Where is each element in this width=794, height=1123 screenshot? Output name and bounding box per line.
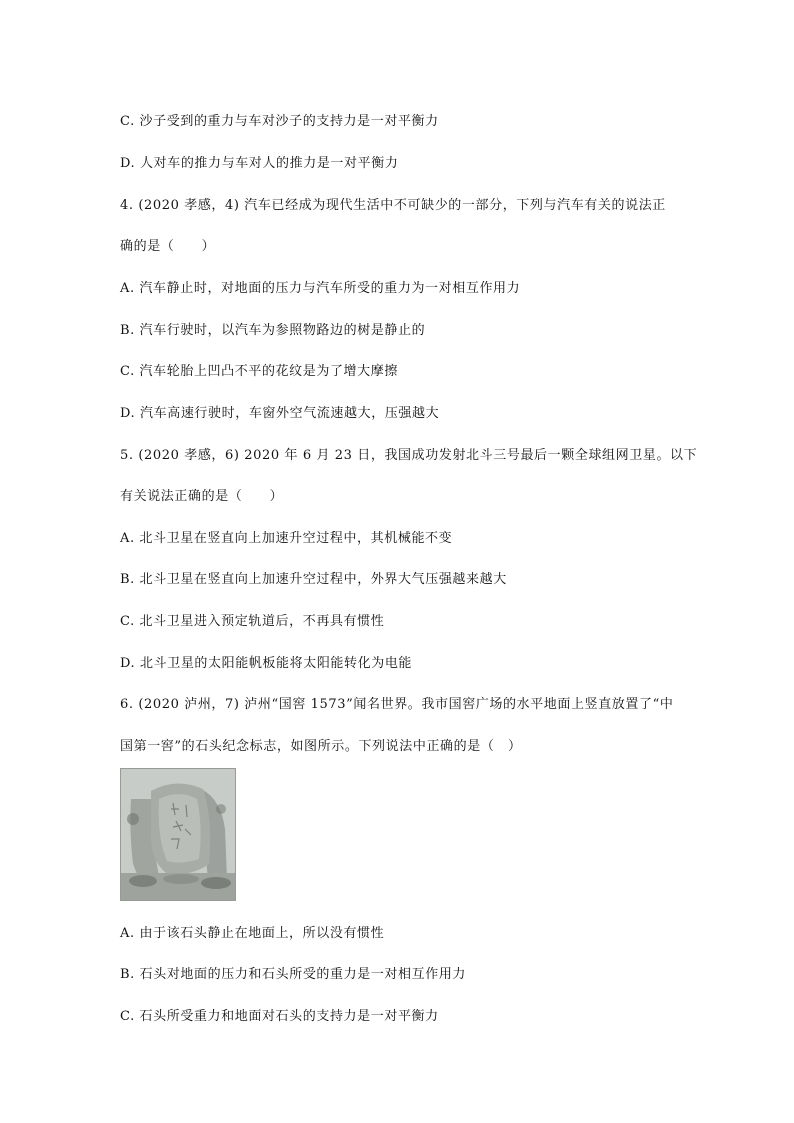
question-5-stem: 5. (2020 孝感，6) 2020 年 6 月 23 日，我国成功发射北斗三号最后一颗全球组网卫星。以下: [120, 448, 698, 463]
option-5a: A. 北斗卫星在竖直向上加速升空过程中，其机械能不变: [120, 531, 453, 546]
line-3d: D. 人对车的推力与车对人的推力是一对平衡力: [120, 156, 399, 171]
option-6b: B. 石头对地面的压力和石头所受的重力是一对相互作用力: [120, 967, 467, 982]
question-6-stem: 6. (2020 泸州，7) 泸州“国窖 1573”闻名世界。我市国窖广场的水平地面上竖直放置了“中: [120, 697, 674, 712]
question-4-stem-cont: 确的是（ ）: [120, 239, 216, 254]
stone-monument-photo: [120, 768, 236, 901]
option-5c: C. 北斗卫星进入预定轨道后，不再具有惯性: [120, 614, 385, 629]
option-4c: C. 汽车轮胎上凹凸不平的花纹是为了增大摩擦: [120, 364, 398, 379]
line-3c: C. 沙子受到的重力与车对沙子的支持力是一对平衡力: [120, 114, 439, 129]
question-4-stem: 4. (2020 孝感，4) 汽车已经成为现代生活中不可缺少的一部分，下列与汽车有关的说法正: [120, 198, 666, 213]
option-5b: B. 北斗卫星在竖直向上加速升空过程中，外界大气压强越来越大: [120, 572, 507, 587]
option-6c: C. 石头所受重力和地面对石头的支持力是一对平衡力: [120, 1009, 439, 1024]
option-4a: A. 汽车静止时，对地面的压力与汽车所受的重力为一对相互作用力: [120, 281, 521, 296]
option-4b: B. 汽车行驶时，以汽车为参照物路边的树是静止的: [120, 323, 426, 338]
question-6-stem-cont: 国第一窖”的石头纪念标志，如图所示。下列说法中正确的是（ ）: [120, 739, 522, 754]
option-5d: D. 北斗卫星的太阳能帆板能将太阳能转化为电能: [120, 656, 413, 671]
option-6a: A. 由于该石头静止在地面上，所以没有惯性: [120, 926, 385, 941]
question-5-stem-cont: 有关说法正确的是（ ）: [120, 489, 284, 504]
option-4d: D. 汽车高速行驶时，车窗外空气流速越大，压强越大: [120, 406, 440, 421]
